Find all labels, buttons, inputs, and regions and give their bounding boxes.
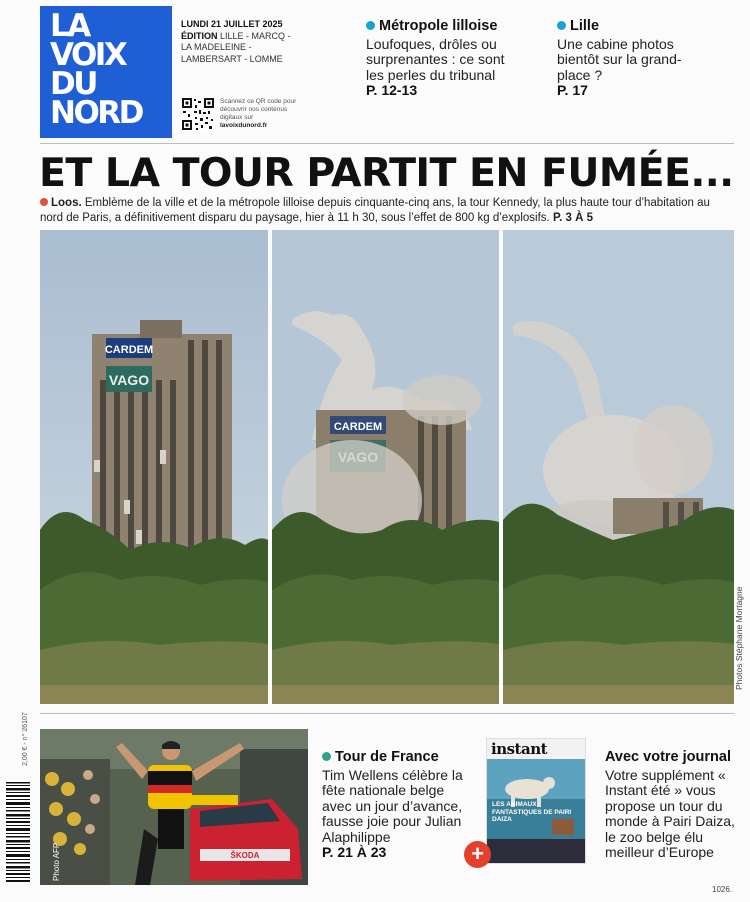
edition-info xyxy=(181,19,301,65)
teaser-text: Une cabine photos bientôt sur la grand-place ? xyxy=(557,35,682,83)
edition-towns: LILLE - MARCQ - LA MADELEINE - LAMBERSART - LOMME xyxy=(181,30,291,64)
teaser-kicker: Métropole lilloise xyxy=(379,18,498,34)
teaser-pages: P. 12-13 xyxy=(366,82,418,98)
photo-credit-afp: Photo AFP xyxy=(52,842,61,881)
bullet-icon xyxy=(366,21,375,30)
page-code: 1026. xyxy=(712,885,733,894)
qr-caption-text: Scannez ce QR code pour découvrir nos contenus digitaux sur xyxy=(220,98,297,121)
logo-line-3: DU xyxy=(50,66,96,102)
supplement-masthead: instant xyxy=(491,740,548,758)
photo-tour-de-france[interactable] xyxy=(40,729,308,885)
car-label: ŠKODA xyxy=(230,851,260,860)
teaser-metropole[interactable] xyxy=(366,19,516,99)
photo-tower-standing xyxy=(40,230,268,704)
supplement-cover[interactable] xyxy=(486,738,586,864)
bullet-icon xyxy=(40,198,48,206)
supplement-cover-title: LES ANIMAUX FANTASTIQUES DE PAIRI DAIZA xyxy=(492,801,572,823)
barcode-icon xyxy=(6,780,30,884)
logo-line-2: VOIX xyxy=(50,37,126,73)
divider xyxy=(40,143,734,144)
teaser-kicker: Tour de France xyxy=(335,749,439,765)
lede-place: Loos. xyxy=(51,197,82,209)
main-headline[interactable]: ET LA TOUR PARTIT EN FUMÉE... xyxy=(39,150,734,196)
teaser-text: Votre supplément « Instant été » vous propose un tour du monde à Pairi Daiza, le zoo belge élu meilleur d’Europe xyxy=(605,766,735,860)
edition-line xyxy=(181,31,301,66)
plus-icon[interactable]: + xyxy=(464,841,491,868)
building-sign-cardem: CARDEM xyxy=(333,421,383,433)
teaser-supplement[interactable] xyxy=(605,750,735,861)
divider xyxy=(40,713,734,714)
teaser-lille[interactable] xyxy=(557,19,707,99)
photo-tower-smoke xyxy=(503,230,734,704)
teaser-kicker: Lille xyxy=(570,18,600,34)
teaser-tour-de-france[interactable] xyxy=(322,750,464,861)
teaser-pages: P. 21 À 23 xyxy=(322,844,387,860)
teaser-text: Loufoques, drôles ou surprenantes : ce sont les perles du tribunal xyxy=(366,35,505,83)
qr-code-icon[interactable] xyxy=(181,97,215,131)
teaser-text: Tim Wellens célèbre la fête nationale belge avec un jour d’avance, fausse joie pour Julian Alaphilippe xyxy=(322,766,463,845)
logo-line-4: NORD xyxy=(50,95,142,131)
main-lede xyxy=(40,196,720,225)
photo-tower-collapsing xyxy=(272,230,499,704)
qr-url-link[interactable]: lavoixdunord.fr xyxy=(220,122,268,129)
photo-credit: Photos Stéphane Mortagne xyxy=(734,586,744,690)
newspaper-logo[interactable] xyxy=(40,6,172,138)
lede-pages[interactable]: P. 3 À 5 xyxy=(552,211,594,224)
lede-text: Emblème de la ville et de la métropole lilloise depuis cinquante-cinq ans, la tour Kennedy, la plus haute tour d’habitation au nord de Paris, a définitivement disparu du paysage, hier à 11 h 30, sous l’effet de 800 kg d’explosifs. xyxy=(40,197,710,224)
teaser-kicker: Avec votre journal xyxy=(605,749,731,765)
bullet-icon xyxy=(322,752,331,761)
building-sign-cardem: CARDEM xyxy=(104,344,154,356)
teaser-pages: P. 17 xyxy=(557,82,588,98)
bullet-icon xyxy=(557,21,566,30)
logo-line-1: LA xyxy=(50,8,89,44)
issue-date: LUNDI 21 JUILLET 2025 xyxy=(181,19,283,29)
price-issue: 2,00 € - n° 26107 xyxy=(22,712,29,766)
qr-caption xyxy=(220,98,300,130)
building-sign-vago: VAGO xyxy=(108,372,150,388)
edition-label: ÉDITION xyxy=(181,30,218,41)
